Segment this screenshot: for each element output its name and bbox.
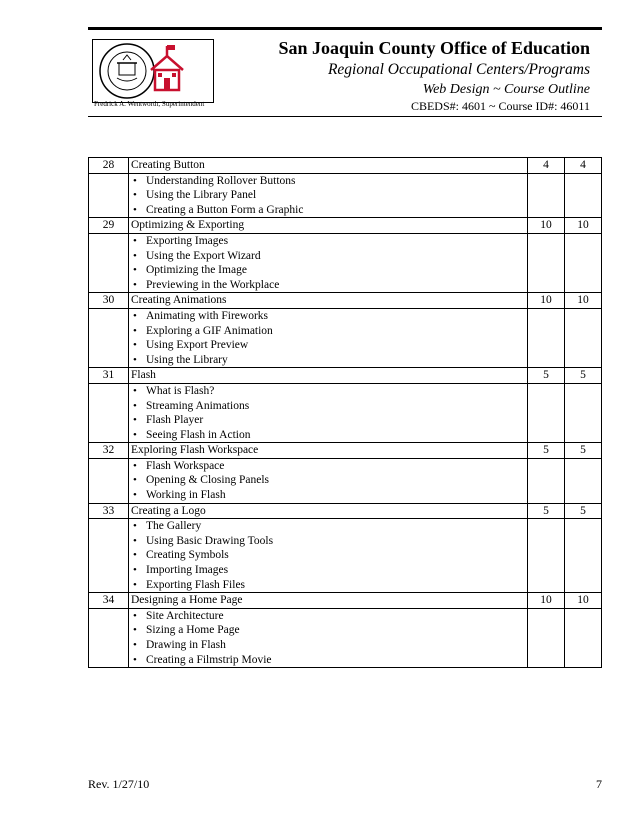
topic-item: • Working in Flash xyxy=(131,488,525,503)
topic-item: • Using Export Preview xyxy=(131,338,525,353)
topic-list xyxy=(131,174,525,218)
topic-list-cell xyxy=(129,233,528,292)
topic-item: • Using the Export Wizard xyxy=(131,249,525,264)
county-seal-logo xyxy=(92,39,214,103)
topic-item: • Using the Library Panel xyxy=(131,188,525,203)
topic-item: • Previewing in the Workplace xyxy=(131,278,525,293)
topic-list xyxy=(131,234,525,292)
unit-hours-a: 5 xyxy=(528,503,565,519)
unit-topics-row xyxy=(89,383,602,442)
unit-title: Designing a Home Page xyxy=(129,593,528,609)
topic-item: • Importing Images xyxy=(131,563,525,578)
empty-cell xyxy=(565,173,602,218)
program-subtitle: Regional Occupational Centers/Programs xyxy=(327,61,590,78)
unit-topics-row xyxy=(89,233,602,292)
unit-row xyxy=(89,368,602,384)
course-outline-table xyxy=(88,157,602,668)
topic-list xyxy=(131,459,525,503)
topic-item: • Creating a Filmstrip Movie xyxy=(131,653,525,668)
topic-list-cell xyxy=(129,458,528,503)
empty-cell xyxy=(528,233,565,292)
topic-item: • The Gallery xyxy=(131,519,525,534)
empty-cell xyxy=(565,308,602,367)
unit-row xyxy=(89,293,602,309)
unit-row xyxy=(89,158,602,174)
topic-list-cell xyxy=(129,383,528,442)
empty-cell xyxy=(565,383,602,442)
empty-cell xyxy=(89,608,129,667)
topic-item: • Exploring a GIF Animation xyxy=(131,324,525,339)
unit-hours-a: 10 xyxy=(528,593,565,609)
topic-item: • Creating a Button Form a Graphic xyxy=(131,203,525,218)
page-header xyxy=(88,27,602,117)
topic-list xyxy=(131,519,525,592)
unit-number: 29 xyxy=(89,218,129,234)
empty-cell xyxy=(528,383,565,442)
topic-item: • Optimizing the Image xyxy=(131,263,525,278)
unit-title: Exploring Flash Workspace xyxy=(129,443,528,459)
course-title: Web Design ~ Course Outline xyxy=(422,82,590,97)
unit-topics-row xyxy=(89,458,602,503)
unit-title: Flash xyxy=(129,368,528,384)
unit-number: 28 xyxy=(89,158,129,174)
empty-cell xyxy=(89,458,129,503)
seal-icon xyxy=(93,40,213,102)
unit-row xyxy=(89,503,602,519)
topic-list xyxy=(131,384,525,442)
topic-list xyxy=(131,309,525,367)
unit-hours-a: 4 xyxy=(528,158,565,174)
empty-cell xyxy=(89,173,129,218)
unit-hours-a: 10 xyxy=(528,293,565,309)
unit-topics-row xyxy=(89,308,602,367)
unit-row xyxy=(89,593,602,609)
topic-item: • Seeing Flash in Action xyxy=(131,428,525,443)
unit-number: 33 xyxy=(89,503,129,519)
topic-item: • What is Flash? xyxy=(131,384,525,399)
topic-item: • Sizing a Home Page xyxy=(131,623,525,638)
topic-list-cell xyxy=(129,308,528,367)
unit-number: 34 xyxy=(89,593,129,609)
organization-title: San Joaquin County Office of Education xyxy=(278,38,590,58)
revision-date: Rev. 1/27/10 xyxy=(88,777,150,791)
empty-cell xyxy=(565,519,602,593)
empty-cell xyxy=(528,458,565,503)
page-number: 7 xyxy=(596,777,602,791)
topic-list xyxy=(131,609,525,667)
topic-item: • Exporting Images xyxy=(131,234,525,249)
topic-item: • Using the Library xyxy=(131,353,525,368)
empty-cell xyxy=(565,233,602,292)
empty-cell xyxy=(528,308,565,367)
empty-cell xyxy=(528,519,565,593)
superintendent-name: Fredrick A. Wentworth, Superintendent xyxy=(94,100,205,108)
unit-topics-row xyxy=(89,608,602,667)
unit-hours-b: 5 xyxy=(565,368,602,384)
topic-item: • Understanding Rollover Buttons xyxy=(131,174,525,189)
topic-list-cell xyxy=(129,519,528,593)
unit-topics-row xyxy=(89,519,602,593)
unit-title: Optimizing & Exporting xyxy=(129,218,528,234)
course-ids: CBEDS#: 4601 ~ Course ID#: 46011 xyxy=(410,99,590,113)
empty-cell xyxy=(89,383,129,442)
unit-row xyxy=(89,218,602,234)
unit-hours-b: 10 xyxy=(565,293,602,309)
empty-cell xyxy=(89,233,129,292)
unit-hours-b: 10 xyxy=(565,593,602,609)
unit-hours-b: 10 xyxy=(565,218,602,234)
topic-item: • Creating Symbols xyxy=(131,548,525,563)
empty-cell xyxy=(565,458,602,503)
unit-hours-a: 10 xyxy=(528,218,565,234)
unit-row xyxy=(89,443,602,459)
topic-item: • Using Basic Drawing Tools xyxy=(131,534,525,549)
empty-cell xyxy=(528,173,565,218)
unit-hours-b: 4 xyxy=(565,158,602,174)
unit-hours-a: 5 xyxy=(528,368,565,384)
unit-number: 32 xyxy=(89,443,129,459)
unit-number: 31 xyxy=(89,368,129,384)
topic-list-cell xyxy=(129,608,528,667)
topic-item: • Exporting Flash Files xyxy=(131,578,525,593)
unit-title: Creating a Logo xyxy=(129,503,528,519)
unit-hours-b: 5 xyxy=(565,443,602,459)
topic-item: • Animating with Fireworks xyxy=(131,309,525,324)
unit-title: Creating Button xyxy=(129,158,528,174)
topic-list-cell xyxy=(129,173,528,218)
unit-hours-b: 5 xyxy=(565,503,602,519)
topic-item: • Streaming Animations xyxy=(131,399,525,414)
unit-title: Creating Animations xyxy=(129,293,528,309)
empty-cell xyxy=(89,308,129,367)
topic-item: • Drawing in Flash xyxy=(131,638,525,653)
topic-item: • Opening & Closing Panels xyxy=(131,473,525,488)
unit-hours-a: 5 xyxy=(528,443,565,459)
unit-number: 30 xyxy=(89,293,129,309)
unit-topics-row xyxy=(89,173,602,218)
empty-cell xyxy=(528,608,565,667)
topic-item: • Flash Workspace xyxy=(131,459,525,474)
empty-cell xyxy=(565,608,602,667)
topic-item: • Site Architecture xyxy=(131,609,525,624)
topic-item: • Flash Player xyxy=(131,413,525,428)
empty-cell xyxy=(89,519,129,593)
